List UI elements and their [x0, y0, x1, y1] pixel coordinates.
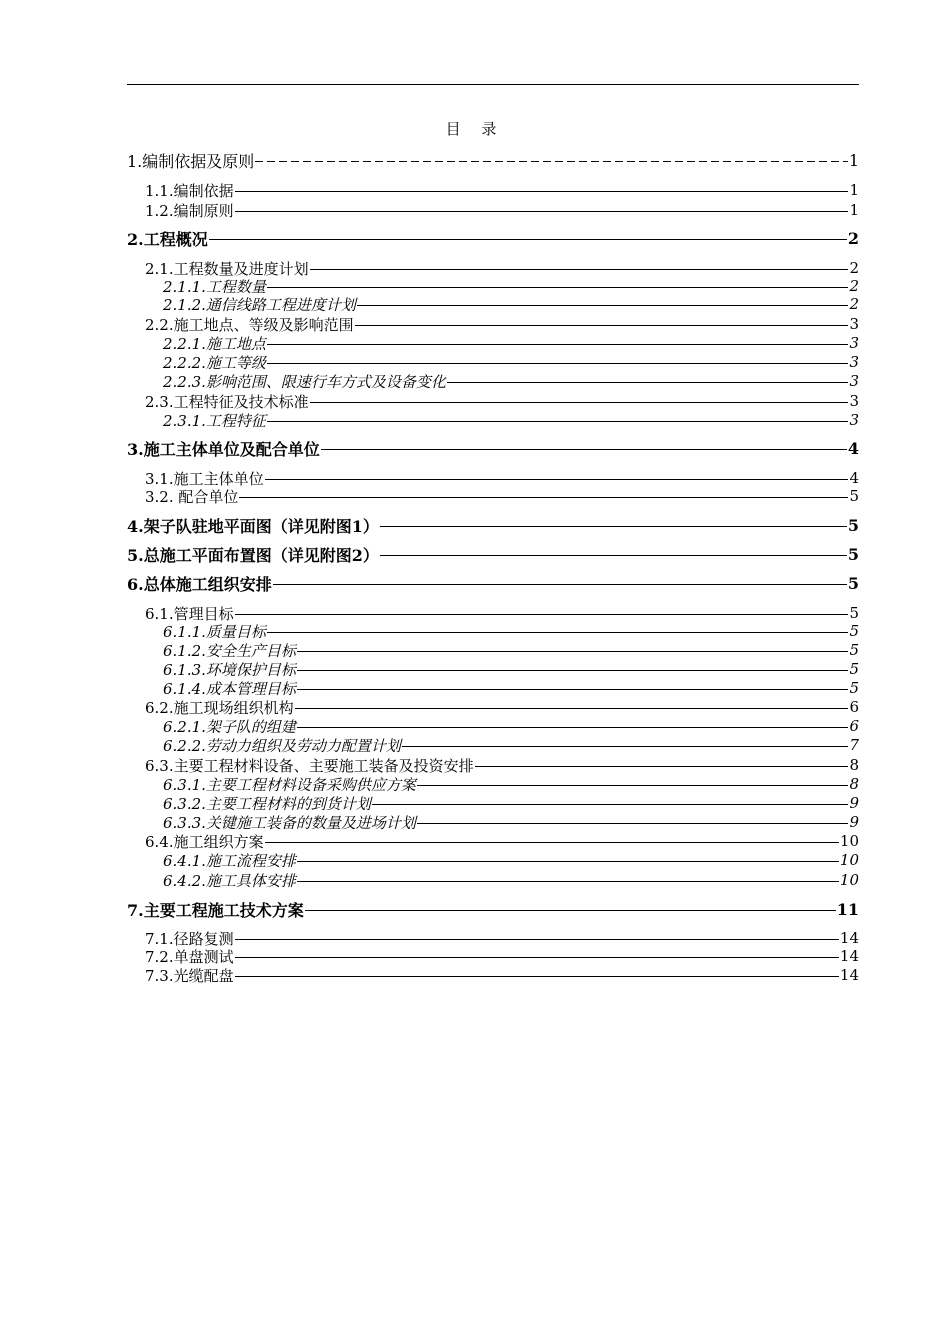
- toc-entry-label: 6.1.管理目标: [145, 604, 234, 623]
- toc-entry[interactable]: [127, 200, 859, 220]
- toc-entry[interactable]: [127, 294, 859, 314]
- toc-entry-label: 7.2.单盘测试: [145, 947, 234, 966]
- toc-leader-line: [265, 479, 849, 480]
- toc-entry[interactable]: [127, 831, 859, 851]
- toc-entry[interactable]: [127, 621, 859, 641]
- toc-entry-page: 1: [849, 181, 859, 199]
- toc-leader-line: [297, 670, 849, 671]
- toc-leader-line: [297, 727, 849, 728]
- toc-entry-page: 5: [849, 641, 859, 659]
- toc-entry[interactable]: [127, 735, 859, 755]
- toc-entry-label: 2.2.施工地点、等级及影响范围: [145, 315, 354, 334]
- toc-entry-label: 6.1.4.成本管理目标: [163, 679, 296, 698]
- toc-entry-page: 3: [849, 334, 859, 352]
- toc-entry-page: 2: [849, 259, 859, 277]
- toc-entry-page: 4: [847, 438, 859, 458]
- toc-leader-line: [295, 708, 849, 709]
- toc-entry[interactable]: [127, 438, 859, 458]
- toc-entry-label: 4.架子队驻地平面图（详见附图1）: [127, 516, 379, 536]
- toc-entry-label: 3.2. 配合单位: [145, 487, 239, 506]
- toc-leader-line: [235, 976, 839, 977]
- toc-entry[interactable]: [127, 659, 859, 679]
- toc-entry-label: 6.2.2.劳动力组织及劳动力配置计划: [163, 736, 401, 755]
- toc-entry[interactable]: [127, 391, 859, 411]
- toc-entry[interactable]: [127, 716, 859, 736]
- toc-entry-label: 6.1.1.质量目标: [163, 622, 266, 641]
- toc-leader-line: [372, 804, 849, 805]
- toc-entry-page: 2: [849, 295, 859, 313]
- toc-entry[interactable]: [127, 150, 859, 170]
- toc-leader-line: [402, 746, 849, 747]
- toc-entry-label: 2.工程概况: [127, 229, 208, 249]
- toc-leader-line: [267, 632, 849, 633]
- toc-entry[interactable]: [127, 314, 859, 334]
- toc-leader-line: [235, 191, 849, 192]
- toc-entry-label: 2.1.2.通信线路工程进度计划: [163, 295, 356, 314]
- toc-entry[interactable]: [127, 793, 859, 813]
- toc-entry-label: 6.1.3.环境保护目标: [163, 660, 296, 679]
- toc-leader-line: [273, 584, 847, 585]
- toc-leader-line: [235, 211, 849, 212]
- toc-entry[interactable]: [127, 180, 859, 200]
- toc-leader-line: [355, 325, 849, 326]
- toc-leader-line: [380, 555, 847, 556]
- toc-entry-label: 2.3.工程特征及技术标准: [145, 392, 309, 411]
- toc-entry-label: 6.4.1.施工流程安排: [163, 851, 296, 870]
- toc-leader-line: [417, 785, 849, 786]
- toc-entry-label: 6.2.1.架子队的组建: [163, 717, 296, 736]
- toc-leader-line: [447, 382, 849, 383]
- toc-entry-label: 3.1.施工主体单位: [145, 469, 264, 488]
- toc-leader-line: [380, 526, 847, 527]
- toc-entry-label: 3.施工主体单位及配合单位: [127, 439, 320, 459]
- toc-entry-page: 5: [847, 515, 859, 535]
- toc-entry[interactable]: [127, 486, 859, 506]
- toc-leader-line: [267, 344, 849, 345]
- toc-entry-label: 1.2.编制原则: [145, 201, 234, 220]
- toc-entry-page: 3: [849, 372, 859, 390]
- toc-entry-label: 6.4.2.施工具体安排: [163, 871, 296, 890]
- toc-entry-page: 5: [849, 660, 859, 678]
- toc-entry-label: 2.2.2.施工等级: [163, 353, 266, 372]
- toc-entry-page: 9: [849, 813, 859, 831]
- toc-title: 目 录: [445, 120, 505, 138]
- toc-entry-label: 6.2.施工现场组织机构: [145, 698, 294, 717]
- toc-entry-page: 3: [849, 392, 859, 410]
- toc-entry-label: 6.3.2.主要工程材料的到货计划: [163, 794, 371, 813]
- toc-entry-page: 5: [849, 622, 859, 640]
- toc-entry[interactable]: [127, 544, 859, 564]
- toc-leader-line: [357, 305, 849, 306]
- toc-entry-page: 14: [839, 929, 859, 947]
- toc-entry-page: 2: [847, 228, 859, 248]
- toc-entry[interactable]: [127, 850, 859, 870]
- toc-entry-page: 8: [849, 756, 859, 774]
- toc-leader-line: [235, 614, 849, 615]
- toc-leader-line: [209, 239, 847, 240]
- toc-entry-label: 2.1.工程数量及进度计划: [145, 259, 309, 278]
- toc-entry[interactable]: [127, 573, 859, 593]
- toc-entry-label: 2.2.3.影响范围、限速行车方式及设备变化: [163, 372, 446, 391]
- toc-entry-label: 6.3.1.主要工程材料设备采购供应方案: [163, 775, 416, 794]
- toc-entry[interactable]: [127, 352, 859, 372]
- toc-entry[interactable]: [127, 333, 859, 353]
- toc-entry-page: 3: [849, 353, 859, 371]
- toc-leader-line: [265, 842, 839, 843]
- toc-entry-label: 7.主要工程施工技术方案: [127, 900, 304, 920]
- toc-entry[interactable]: [127, 812, 859, 832]
- toc-leader-line: [297, 689, 849, 690]
- toc-entry-page: 3: [849, 315, 859, 333]
- toc-leader-line: [417, 823, 849, 824]
- toc-leader-line: [239, 497, 848, 498]
- toc-leader-line: [475, 766, 849, 767]
- toc-entry[interactable]: [127, 410, 859, 430]
- toc-entry-page: 5: [849, 679, 859, 697]
- toc-entry-page: 5: [847, 573, 859, 593]
- toc-entry[interactable]: [127, 965, 859, 985]
- toc-entry-page: 10: [839, 832, 859, 850]
- toc-entry-label: 2.2.1.施工地点: [163, 334, 266, 353]
- toc-entry-page: 14: [839, 966, 859, 984]
- toc-entry-page: 5: [849, 604, 859, 622]
- toc-entry-label: 6.1.2.安全生产目标: [163, 641, 296, 660]
- toc-entry[interactable]: [127, 640, 859, 660]
- toc-leader-line: [235, 957, 839, 958]
- toc-entry-page: 10: [839, 851, 859, 869]
- toc-entry-label: 1.1.编制依据: [145, 181, 234, 200]
- toc-leader-line: [297, 651, 849, 652]
- toc-entry-page: 11: [836, 899, 859, 919]
- toc-leader-line: [267, 287, 849, 288]
- toc-entry[interactable]: [127, 697, 859, 717]
- toc-entry-label: 2.3.1.工程特征: [163, 411, 266, 430]
- toc-entry-label: 7.1.径路复测: [145, 929, 234, 948]
- toc-leader-line: [297, 861, 839, 862]
- toc-leader-line: [310, 269, 849, 270]
- toc-entry[interactable]: [127, 899, 859, 919]
- toc-leader-line: [255, 161, 848, 162]
- toc-entry-page: 1: [848, 150, 859, 170]
- toc-entry-page: 4: [849, 469, 859, 487]
- toc-entry-page: 1: [849, 201, 859, 219]
- toc-entry-page: 5: [847, 544, 859, 564]
- toc-entry-page: 9: [849, 794, 859, 812]
- toc-entry[interactable]: [127, 928, 859, 948]
- toc-entry[interactable]: [127, 678, 859, 698]
- toc-entry-label: 6.3.主要工程材料设备、主要施工装备及投资安排: [145, 756, 474, 775]
- toc-entry[interactable]: [127, 755, 859, 775]
- toc-entry-page: 6: [849, 717, 859, 735]
- toc-entry-label: 1.编制依据及原则: [127, 151, 255, 171]
- toc-entry-page: 8: [849, 775, 859, 793]
- toc-entry-label: 5.总施工平面布置图（详见附图2）: [127, 545, 379, 565]
- toc-entry-page: 10: [839, 871, 859, 889]
- toc-leader-line: [267, 363, 849, 364]
- toc-entry[interactable]: [127, 870, 859, 890]
- toc-entry[interactable]: [127, 946, 859, 966]
- toc-entry-page: 7: [849, 736, 859, 754]
- toc-entry-label: 2.1.1.工程数量: [163, 277, 266, 296]
- toc-leader-line: [321, 449, 847, 450]
- toc-entry-label: 6.总体施工组织安排: [127, 574, 272, 594]
- toc-leader-line: [310, 402, 849, 403]
- toc-entry-page: 5: [849, 487, 859, 505]
- toc-entry[interactable]: [127, 515, 859, 535]
- toc-leader-line: [297, 881, 839, 882]
- toc-leader-line: [267, 421, 849, 422]
- toc-entry[interactable]: [127, 774, 859, 794]
- toc-entry[interactable]: [127, 371, 859, 391]
- toc-entry-page: 3: [849, 411, 859, 429]
- toc-entry-label: 6.3.3.关键施工装备的数量及进场计划: [163, 813, 416, 832]
- toc-entry-page: 2: [849, 277, 859, 295]
- toc-entry-label: 6.4.施工组织方案: [145, 832, 264, 851]
- header-rule: [127, 84, 859, 85]
- toc-entry[interactable]: [127, 228, 859, 248]
- toc-leader-line: [235, 939, 839, 940]
- toc-leader-line: [305, 910, 836, 911]
- toc-entry-label: 7.3.光缆配盘: [145, 966, 234, 985]
- toc-entry-page: 6: [849, 698, 859, 716]
- toc-entry-page: 14: [839, 947, 859, 965]
